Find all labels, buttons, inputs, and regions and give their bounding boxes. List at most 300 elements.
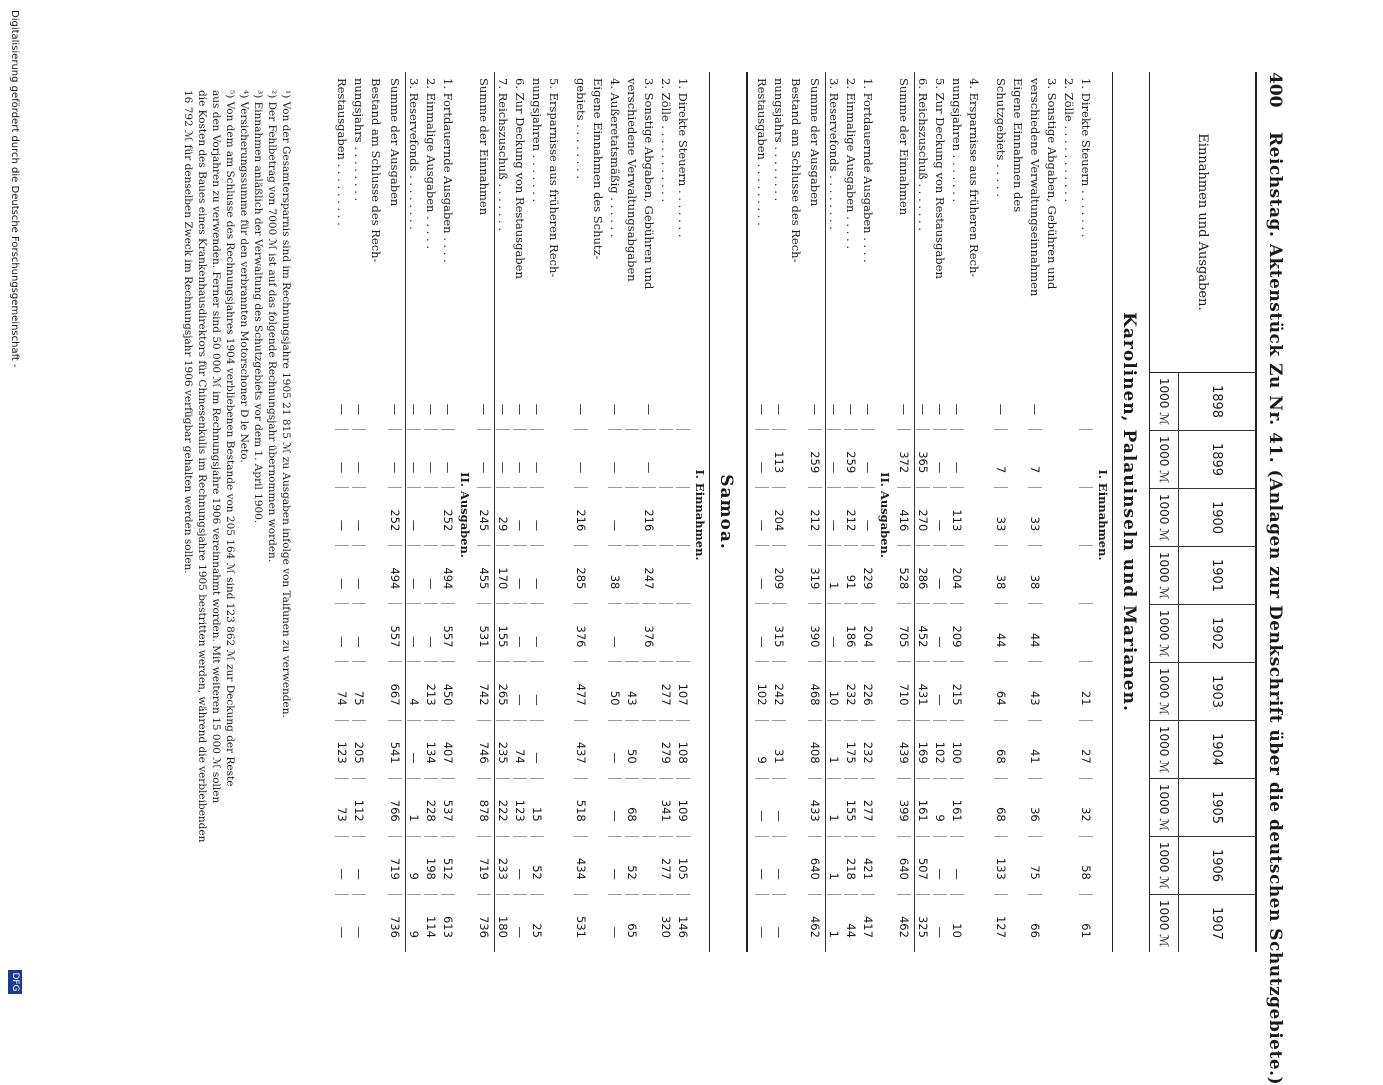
table-cell: — <box>933 926 948 938</box>
table-cell: 29 <box>497 488 511 546</box>
table-cell: — <box>531 430 545 488</box>
table-cell: — <box>336 604 350 662</box>
header-title: Reichstag. Aktenstück Zu Nr. 41. (Anlagen zur Denkschrift über die deutschen Schutzgebiete.) <box>1265 132 1285 1085</box>
year-label: 1904 <box>1178 721 1255 778</box>
table-cell <box>660 430 674 488</box>
table-cell: — <box>353 372 367 430</box>
table-cell: 746 <box>477 721 491 779</box>
table-cell: 319 <box>808 546 822 604</box>
table-cell: 113 <box>951 488 965 546</box>
table-cell: — <box>353 546 367 604</box>
table-cell: 320 <box>659 915 674 938</box>
row-label: Summe der Ausgaben <box>388 78 402 207</box>
table-cell: — <box>773 372 787 430</box>
table-cell: — <box>442 430 456 488</box>
table-cell: — <box>1029 372 1043 430</box>
year-column-header <box>1150 663 1255 721</box>
table-cell: 468 <box>808 662 822 720</box>
table-cell: — <box>756 488 770 546</box>
table-cell: — <box>335 926 350 938</box>
row-label: 4. Ersparnisse aus früheren Rech- <box>967 78 982 278</box>
table-cell: 235 <box>497 721 511 779</box>
table-cell: 265 <box>497 662 511 720</box>
table-cell: 33 <box>1029 488 1043 546</box>
table-cell: 209 <box>951 604 965 662</box>
table-cell: — <box>756 837 770 895</box>
table-cell <box>626 430 640 488</box>
table-cell: — <box>934 488 948 546</box>
table-cell: 1 <box>408 779 422 837</box>
table-cell: 557 <box>388 604 402 662</box>
unit-label: 1000 ℳ <box>1157 435 1171 484</box>
table-cell: 222 <box>497 779 511 837</box>
table-cell: — <box>828 488 842 546</box>
table-cell: 277 <box>862 779 876 837</box>
row-label: gebiets . . . . . . . . <box>574 78 589 180</box>
table-cell: 766 <box>388 779 402 837</box>
table-cell: — <box>609 488 623 546</box>
year-column-header <box>1150 721 1255 779</box>
table-cell: 247 <box>643 546 657 604</box>
table-cell: 1 <box>828 779 842 837</box>
table-cell: — <box>934 372 948 430</box>
table-cell <box>643 895 657 952</box>
year-column-header <box>1150 837 1255 895</box>
year-column-header <box>1150 779 1255 837</box>
table-cell: 127 <box>994 915 1009 938</box>
table-cell: 232 <box>862 721 876 779</box>
table-cell: — <box>828 372 842 430</box>
table-cell: 7 <box>1029 430 1043 488</box>
table-cell <box>677 372 691 430</box>
table-cell: 341 <box>660 779 674 837</box>
table-cell: 44 <box>1029 604 1043 662</box>
table-row <box>932 72 949 952</box>
table-row <box>495 72 512 952</box>
row-label: 4. Außeretatsmäßig . . . . . . <box>608 78 623 238</box>
table-cell: — <box>353 430 367 488</box>
footnote: ²) Der Fehlbetrag von 7000 ℳ ist auf das folgende Rechnungsjahr übernommen worden. <box>266 90 278 563</box>
table-cell <box>626 546 640 604</box>
table-row <box>512 72 529 952</box>
table-cell: 43 <box>626 662 640 720</box>
table-cell: 376 <box>575 604 589 662</box>
year-columns <box>1150 373 1255 952</box>
table-cell: 7 <box>995 430 1009 488</box>
table-cell: 102 <box>756 662 770 720</box>
row-label: 3. Reservefonds . . . . . . . . <box>407 78 422 230</box>
section-title-samoa: Samoa. <box>709 72 748 952</box>
table-cell: — <box>477 372 491 430</box>
finance-table <box>334 72 1255 952</box>
table-cell: — <box>336 837 350 895</box>
year-label: 1906 <box>1178 837 1255 894</box>
table-cell: 372 <box>897 430 911 488</box>
table-cell: — <box>756 546 770 604</box>
table-cell: 719 <box>477 837 491 895</box>
table-cell: 667 <box>388 662 402 720</box>
table-cell: 27 <box>1080 721 1094 779</box>
table-cell: 107 <box>677 662 691 720</box>
table-row <box>1010 72 1027 952</box>
footnote: ⁵) Von dem am Schlusse des Rechnungsjahres 1904 verbliebenen Bestande von 205 164 ℳ sind 123 862 ℳ zur Deckung der Reste <box>224 90 236 787</box>
table-cell: 878 <box>477 779 491 837</box>
table-cell: — <box>425 430 439 488</box>
table-row <box>805 72 826 952</box>
table-row <box>423 72 440 952</box>
table-cell: 218 <box>845 837 859 895</box>
table-cell: 252 <box>388 488 402 546</box>
table-cell: — <box>531 372 545 430</box>
table-cell: 431 <box>917 662 931 720</box>
table-cell <box>677 488 691 546</box>
table-cell: 10 <box>950 923 965 938</box>
table-row <box>546 72 563 952</box>
table-cell: 43 <box>1029 662 1043 720</box>
table-cell: 175 <box>845 721 859 779</box>
table-row <box>843 72 860 952</box>
row-label: Summe der Einnahmen <box>897 78 911 216</box>
table-row <box>894 72 915 952</box>
row-label: Restausgaben . . . . . . . . . <box>755 78 770 226</box>
table-cell: — <box>514 662 528 720</box>
table-row <box>385 72 406 952</box>
table-cell: — <box>845 372 859 430</box>
table-cell: — <box>808 372 822 430</box>
table-head <box>1149 72 1255 952</box>
subsection-heading: II. Ausgaben. <box>458 472 473 558</box>
table-row <box>474 72 495 952</box>
table-cell: 455 <box>477 546 491 604</box>
row-label: nungsjahrs . . . . . . . . <box>772 78 787 202</box>
table-cell: 204 <box>773 488 787 546</box>
table-cell: 286 <box>917 546 931 604</box>
table-cell: — <box>497 430 511 488</box>
table-cell: 1 <box>828 721 842 779</box>
table-cell: — <box>609 372 623 430</box>
table-row <box>607 72 624 952</box>
table-cell: — <box>477 430 491 488</box>
table-cell: — <box>513 926 528 938</box>
footnote: die Kosten des Baues eines Krankenhausdirektors für Chinesenkulis im Rechnungsjahre 1905 bestritten werden, während die verbleibenden <box>196 90 208 843</box>
table-cell: — <box>352 926 367 938</box>
table-cell: — <box>862 372 876 430</box>
table-cell <box>643 662 657 720</box>
table-row <box>406 72 423 952</box>
table-cell: — <box>756 430 770 488</box>
table-cell: 216 <box>643 488 657 546</box>
footnote: 16 792 ℳ für denselben Zweck im Rechnungsjahr 1906 verfügbar gehalten werden sollen. <box>182 90 194 574</box>
table-cell: 213 <box>425 662 439 720</box>
row-label: Bestand am Schlusse des Rech- <box>369 78 384 263</box>
table-cell: 155 <box>845 779 859 837</box>
table-cell: 1 <box>828 546 842 604</box>
table-row <box>675 72 692 952</box>
unit-label: 1000 ℳ <box>1157 667 1171 716</box>
table-cell: 512 <box>442 837 456 895</box>
table-cell: 58 <box>1080 837 1094 895</box>
row-label: 6. Reichszuschuß . . . . . . . <box>916 78 931 231</box>
table-cell: 705 <box>897 604 911 662</box>
table-cell: — <box>934 837 948 895</box>
table-cell: — <box>408 546 422 604</box>
table-cell: — <box>951 430 965 488</box>
table-cell: 161 <box>917 779 931 837</box>
table-cell: 259 <box>808 430 822 488</box>
row-label: 1. Direkte Steuern . . . . . . . <box>1079 78 1094 238</box>
unit-label: 1000 ℳ <box>1157 899 1171 948</box>
table-cell: 15 <box>531 779 545 837</box>
table-cell <box>1080 546 1094 604</box>
table-cell: — <box>828 430 842 488</box>
table-cell <box>1080 430 1094 488</box>
page-header <box>1261 72 1291 1085</box>
table-cell: 36 <box>1029 779 1043 837</box>
subsection-heading: I. Einnahmen. <box>1096 469 1111 561</box>
table-cell: — <box>609 837 623 895</box>
table-cell: 407 <box>442 721 456 779</box>
table-row <box>440 72 457 952</box>
table-row <box>1027 72 1044 952</box>
table-cell: — <box>609 721 623 779</box>
table-cell: 541 <box>388 721 402 779</box>
table-cell: 325 <box>916 915 931 938</box>
table-cell: 155 <box>497 604 511 662</box>
table-row <box>529 72 546 952</box>
table-cell: — <box>531 662 545 720</box>
table-cell: 38 <box>995 546 1009 604</box>
table-cell: 421 <box>862 837 876 895</box>
table-cell: 233 <box>497 837 511 895</box>
unit-label: 1000 ℳ <box>1157 551 1171 600</box>
footer-credit: Digitalisierung gefördert durch die Deutsche Forschungsgemeinschaft - <box>9 10 20 368</box>
table-cell: 38 <box>609 546 623 604</box>
table-row <box>771 72 788 952</box>
table-cell: 75 <box>353 662 367 720</box>
table-cell: 180 <box>496 915 511 938</box>
table-cell: 68 <box>626 779 640 837</box>
table-cell: 105 <box>677 837 691 895</box>
table-cell <box>643 779 657 837</box>
table-cell: 52 <box>626 837 640 895</box>
table-cell: 204 <box>951 546 965 604</box>
table-cell: 1 <box>828 837 842 895</box>
table-cell: 518 <box>575 779 589 837</box>
table-cell: 9 <box>407 930 422 938</box>
footnote: aus den Vorjahren zu verwenden. Ferner sind 50 000 ℳ im Rechnungsjahre 1906 vereinnahmt worden. Mit weiteren 15 000 ℳ sollen <box>210 90 222 804</box>
table-cell: — <box>934 546 948 604</box>
footnote: ¹) Von der Gesamtersparnis sind im Rechnungsjahre 1905 21 815 ℳ zu Ausgaben infolge von Taifunen zu verwenden. <box>280 90 292 718</box>
table-cell: 133 <box>995 837 1009 895</box>
row-label: nungsjahren . . . . . . . <box>950 78 965 203</box>
table-cell: 434 <box>575 837 589 895</box>
table-cell: 216 <box>575 488 589 546</box>
table-cell: — <box>514 604 528 662</box>
table-cell: — <box>425 372 439 430</box>
table-row <box>563 72 573 952</box>
table-row <box>590 72 607 952</box>
table-cell: — <box>643 430 657 488</box>
row-label: Bestand am Schlusse des Rech- <box>789 78 804 263</box>
table-row <box>826 72 843 952</box>
row-label: Eigene Einnahmen des <box>1011 78 1026 213</box>
table-cell: 44 <box>995 604 1009 662</box>
section-title-karolinen: Karolinen, Palauinseln und Marianen. <box>1112 72 1149 952</box>
table-cell: 640 <box>897 837 911 895</box>
table-cell <box>1080 604 1094 662</box>
karolinen-rows <box>754 72 1112 952</box>
header-rule <box>1255 72 1257 952</box>
table-cell: 25 <box>530 923 545 938</box>
table-cell: — <box>897 372 911 430</box>
table-cell: 507 <box>917 837 931 895</box>
table-cell: 736 <box>388 915 402 938</box>
table-cell: — <box>514 488 528 546</box>
table-cell: 112 <box>353 779 367 837</box>
table-cell: — <box>408 721 422 779</box>
row-label: 6. Zur Deckung von Restausgaben <box>513 78 528 279</box>
table-cell: — <box>408 430 422 488</box>
table-row <box>658 72 675 952</box>
table-cell: 123 <box>514 779 528 837</box>
table-cell: 365 <box>917 430 931 488</box>
row-label: 3. Sonstige Abgaben, Gebühren und <box>1045 78 1060 290</box>
table-cell: — <box>514 546 528 604</box>
table-row <box>788 72 805 952</box>
table-cell: — <box>408 372 422 430</box>
table-row <box>641 72 658 952</box>
year-label: 1900 <box>1178 489 1255 546</box>
table-cell: — <box>353 837 367 895</box>
row-label: 2. Zölle . . . . . . . . . . . <box>659 78 674 203</box>
table-cell: 33 <box>995 488 1009 546</box>
table-cell: 408 <box>808 721 822 779</box>
table-cell: — <box>608 926 623 938</box>
table-cell: — <box>514 372 528 430</box>
table-cell <box>626 372 640 430</box>
year-label: 1899 <box>1178 431 1255 488</box>
table-cell: — <box>388 372 402 430</box>
table-cell: 270 <box>917 488 931 546</box>
table-cell: — <box>497 372 511 430</box>
table-cell: — <box>773 779 787 837</box>
table-cell: 21 <box>1080 662 1094 720</box>
table-cell: 186 <box>845 604 859 662</box>
table-cell: 113 <box>773 430 787 488</box>
table-row <box>334 72 351 952</box>
table-cell: — <box>425 546 439 604</box>
table-cell: 452 <box>917 604 931 662</box>
table-cell: 209 <box>773 546 787 604</box>
year-label: 1902 <box>1178 605 1255 662</box>
row-label: 2. Zölle . . . . . . . . . . . <box>1062 78 1077 203</box>
table-row <box>351 72 368 952</box>
table-cell: 212 <box>808 488 822 546</box>
table-cell <box>660 546 674 604</box>
row-label: Summe der Einnahmen <box>477 78 491 216</box>
table-cell: — <box>951 837 965 895</box>
table-cell: 205 <box>353 721 367 779</box>
table-row <box>993 72 1010 952</box>
table-cell: 376 <box>643 604 657 662</box>
table-cell: 108 <box>677 721 691 779</box>
table-cell: 285 <box>575 546 589 604</box>
table-cell: 61 <box>1079 923 1094 938</box>
table-row <box>915 72 932 952</box>
row-label: 2. Einmalige Ausgaben . . . . . <box>844 78 859 250</box>
table-cell <box>643 721 657 779</box>
row-label: 5. Ersparnisse aus früheren Rech- <box>547 78 562 278</box>
table-cell: — <box>828 604 842 662</box>
unit-label: 1000 ℳ <box>1157 783 1171 832</box>
table-cell: 416 <box>897 488 911 546</box>
table-cell: — <box>514 837 528 895</box>
table-cell: 245 <box>477 488 491 546</box>
unit-label: 1000 ℳ <box>1157 841 1171 890</box>
table-cell: 52 <box>531 837 545 895</box>
table-cell: 50 <box>626 721 640 779</box>
table-cell: 531 <box>574 915 589 938</box>
table-cell: 259 <box>845 430 859 488</box>
table-cell: 68 <box>995 779 1009 837</box>
table-cell: — <box>531 488 545 546</box>
table-cell: 277 <box>660 662 674 720</box>
table-cell: 4 <box>408 662 422 720</box>
table-cell: 212 <box>845 488 859 546</box>
table-cell: — <box>609 430 623 488</box>
table-row <box>1044 72 1061 952</box>
table-cell <box>660 372 674 430</box>
row-label: 1. Direkte Steuern . . . . . . . <box>676 78 691 238</box>
table-cell: — <box>531 604 545 662</box>
table-cell: — <box>514 430 528 488</box>
table-row <box>949 72 966 952</box>
table-cell: — <box>756 779 770 837</box>
table-cell: 146 <box>676 915 691 938</box>
subsection-heading: I. Einnahmen. <box>693 469 708 561</box>
year-label: 1907 <box>1178 895 1255 952</box>
table-cell: — <box>353 488 367 546</box>
table-cell: — <box>756 604 770 662</box>
table-cell: 462 <box>897 915 911 938</box>
table-row <box>1078 72 1095 952</box>
table-cell: 204 <box>862 604 876 662</box>
table-row <box>966 72 983 952</box>
year-label: 1898 <box>1178 373 1255 430</box>
table-cell: 450 <box>442 662 456 720</box>
table-row <box>983 72 993 952</box>
row-label: verschiedene Verwaltungseinnahmen <box>1028 78 1043 297</box>
page-number: 400 <box>1265 72 1285 108</box>
row-label: Restausgaben . . . . . . . . . <box>335 78 350 226</box>
table-cell: — <box>575 372 589 430</box>
table-cell: 75 <box>1029 837 1043 895</box>
table-cell <box>660 604 674 662</box>
table-row <box>1095 72 1112 952</box>
row-label: verschiedene Verwaltungsabgaben <box>625 78 640 282</box>
table-cell: 437 <box>575 721 589 779</box>
table-cell: — <box>643 372 657 430</box>
table-cell: 719 <box>388 837 402 895</box>
table-cell <box>1080 488 1094 546</box>
table-cell: 494 <box>442 546 456 604</box>
table-cell: — <box>862 488 876 546</box>
table-cell: — <box>755 926 770 938</box>
table-row <box>624 72 641 952</box>
row-label: 2. Einmalige Ausgaben . . . . . <box>424 78 439 250</box>
table-cell: 9 <box>934 779 948 837</box>
footnote: ³) Einnahmen anläßlich der Verwaltung des Schutzgebiets vor dem 1. April 1900. <box>252 90 264 524</box>
